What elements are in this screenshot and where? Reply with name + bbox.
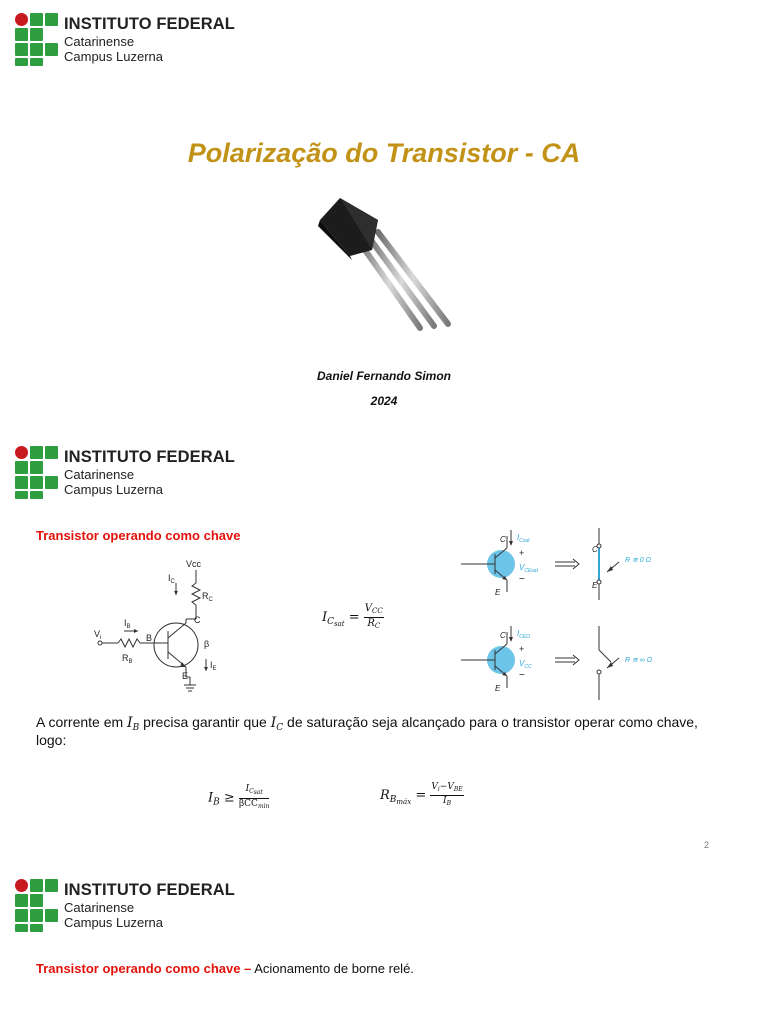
logo-campus: Campus Luzerna <box>64 482 163 497</box>
svg-text:C: C <box>592 545 598 554</box>
svg-text:C: C <box>500 631 506 640</box>
rb-label: R <box>122 653 129 663</box>
vcc-label: Vcc <box>186 559 202 569</box>
emitter-label: E <box>182 671 189 681</box>
svg-text:C: C <box>500 535 506 544</box>
author-year: 2024 <box>370 394 398 408</box>
ic-sat-formula: $I_{Csat}$ = $V_{CC}$ $R_C$ <box>322 603 383 630</box>
ic-label: I <box>168 573 171 583</box>
logo-subtitle: Catarinense <box>64 34 135 49</box>
svg-text:VCC: $V_{CC}$ <box>519 659 532 670</box>
collector-label: C <box>194 615 201 625</box>
logo-title: INSTITUTO FEDERAL <box>64 881 235 899</box>
svg-text:IB: $I_B$ <box>124 618 131 630</box>
section-heading: Transistor operando como chave <box>36 528 241 543</box>
svg-text:VCEsat: $V_{CEsat}$ <box>519 563 538 574</box>
base-label: B <box>146 633 153 643</box>
section-heading-relay: Transistor operando como chave – Acionamento de borne relé. <box>36 961 414 976</box>
svg-text:+: + <box>519 644 525 654</box>
ie-label: I <box>210 660 213 670</box>
svg-text:−: − <box>519 574 525 585</box>
page-number: 2 <box>704 840 710 850</box>
svg-text:E: E <box>495 588 501 597</box>
svg-text:+: + <box>519 548 525 558</box>
svg-text:R ≅ 0 Ω: R ≅ 0 Ω <box>625 557 651 564</box>
svg-text:IC: $I_C$ <box>168 573 175 585</box>
svg-text:Vi: $V_i$ <box>94 629 102 641</box>
svg-text:E: E <box>592 581 598 590</box>
beta-label: β <box>204 639 210 649</box>
svg-text:RB: $R_B$ <box>122 653 133 665</box>
slide-title: Polarização do Transistor - CA <box>187 138 581 168</box>
rb-max-formula: $R_{Bmáx}$ = $V_i-V_{BE}$ $I_B$ <box>380 782 463 807</box>
logo-campus: Campus Luzerna <box>64 915 163 930</box>
logo-subtitle: Catarinense <box>64 467 135 482</box>
body-text-line2: logo: <box>36 732 67 748</box>
rc-label: R <box>202 591 209 601</box>
author-name: Daniel Fernando Simon <box>316 369 451 383</box>
logo-title: INSTITUTO FEDERAL <box>64 448 235 466</box>
svg-text:E: E <box>495 684 501 693</box>
institute-logo <box>12 876 252 934</box>
svg-text:ICsat: $I_{Csat}$ <box>517 533 530 544</box>
transistor-switch-diagrams <box>455 522 685 702</box>
logo-subtitle: Catarinense <box>64 900 135 915</box>
svg-text:RC: $R_C$ <box>202 591 213 603</box>
svg-text:IE: $I_E$ <box>210 660 217 672</box>
vi-label: V <box>94 629 101 639</box>
logo-title: INSTITUTO FEDERAL <box>64 15 235 33</box>
transistor-photo <box>300 190 470 340</box>
logo-campus: Campus Luzerna <box>64 49 163 64</box>
body-text-line1: A corrente em $I_B$ precisa garantir que $I_C$ de saturação seja alcançado para o transistor operar como chave, <box>36 714 698 733</box>
svg-text:ICEO: $I_{CEO}$ <box>517 629 531 640</box>
switch-on-diagram <box>461 528 652 600</box>
institute-logo <box>12 443 252 501</box>
institute-logo <box>12 10 252 68</box>
ib-formula: $I_B$ ≥ $I_{Csat}$ βCC$_{min}$ <box>208 784 270 810</box>
svg-text:R ≅ ∞ Ω: R ≅ ∞ Ω <box>625 657 653 664</box>
ib-label: I <box>124 618 127 628</box>
transistor-circuit-diagram <box>90 555 240 695</box>
switch-off-diagram <box>461 626 653 700</box>
svg-text:−: − <box>519 670 525 681</box>
